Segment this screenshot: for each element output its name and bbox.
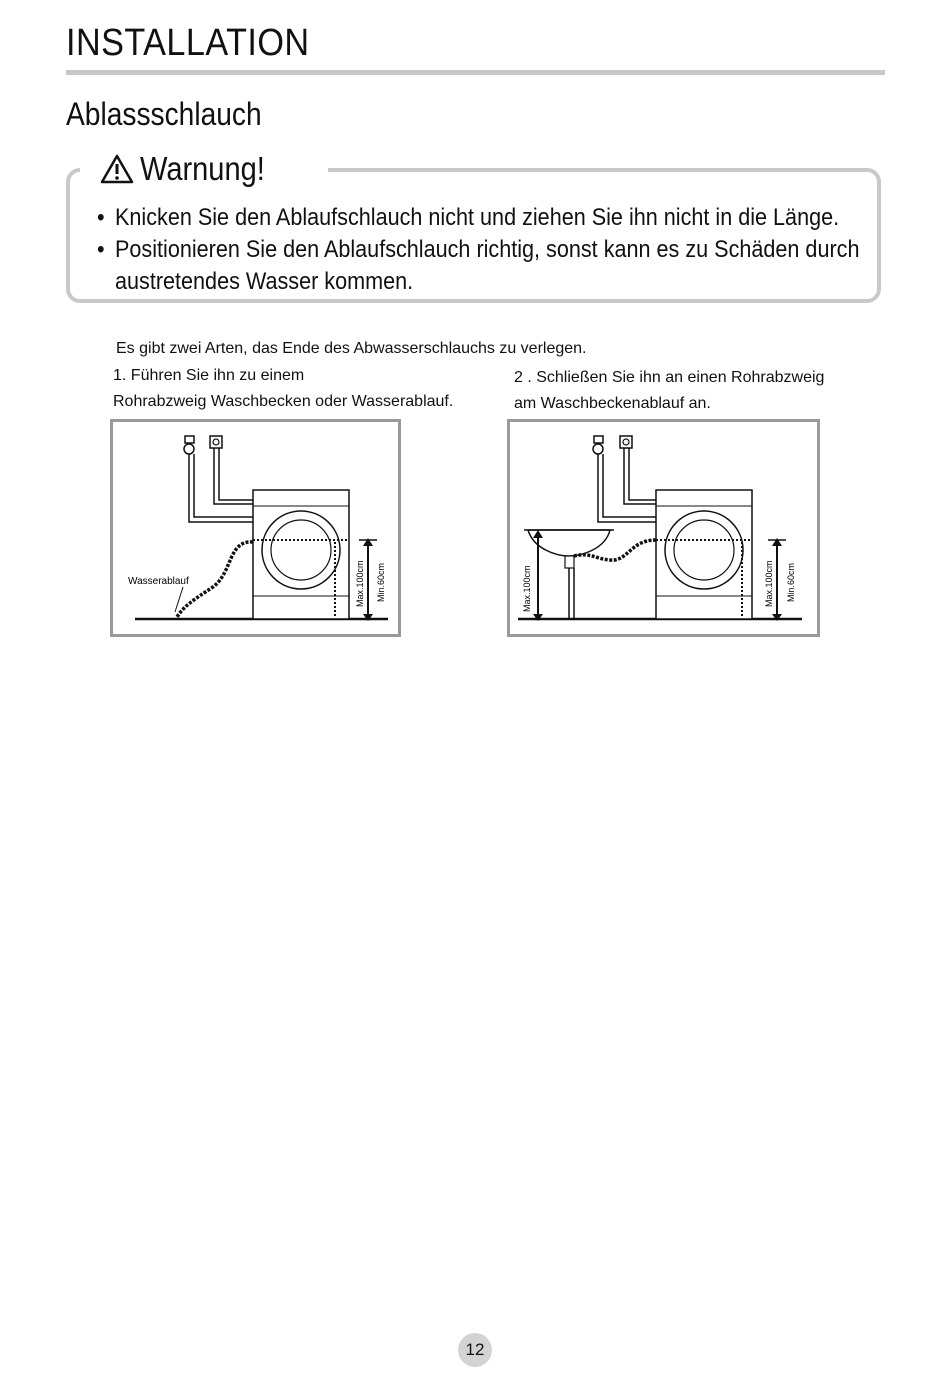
warning-title-text: Warnung! — [140, 150, 265, 187]
section-title: Ablassschlauch — [66, 96, 262, 132]
max-label: Max.100cm — [355, 560, 365, 607]
drain-label: Wasserablauf — [128, 576, 189, 587]
page-number: 12 — [458, 1333, 492, 1367]
option1-line1: 1. Führen Sie ihn zu einem — [113, 367, 305, 384]
warning-list — [97, 202, 867, 298]
header-title: INSTALLATION — [66, 22, 310, 64]
warning-item-text: austretendes Wasser kommen. — [115, 268, 414, 295]
max-label: Max.100cm — [764, 560, 774, 607]
warning-item: • Positionieren Sie den Ablaufschlauch richtig, sonst kann es zu Schäden durch — [97, 234, 871, 266]
warning-item: • Knicken Sie den Ablaufschlauch nicht und ziehen Sie ihn nicht in die Länge. — [97, 202, 871, 234]
warning-item-continuation — [97, 266, 871, 298]
figure-drain-floor — [110, 419, 401, 637]
option2-line1: 2 . Schließen Sie ihn an einen Rohrabzweig — [514, 369, 825, 386]
option1-line2: Rohrabzweig Waschbecken oder Wasserablauf. — [113, 393, 454, 410]
intro-text: Es gibt zwei Arten, das Ende des Abwasserschlauchs zu verlegen. — [116, 340, 587, 357]
min-label: Min.60cm — [786, 562, 796, 602]
warning-title — [100, 150, 282, 188]
min-label: Min.60cm — [376, 562, 386, 602]
option1-text — [113, 363, 453, 415]
option2-line2: am Waschbeckenablauf an. — [514, 395, 711, 412]
header-rule — [66, 70, 885, 75]
figure-drain-sink — [507, 419, 820, 637]
option2-text — [514, 365, 824, 417]
max-label-left: Max.100cm — [522, 565, 532, 612]
washer-diagram-1 — [113, 422, 398, 634]
warning-icon — [100, 154, 134, 184]
washer-diagram-2 — [510, 422, 817, 634]
